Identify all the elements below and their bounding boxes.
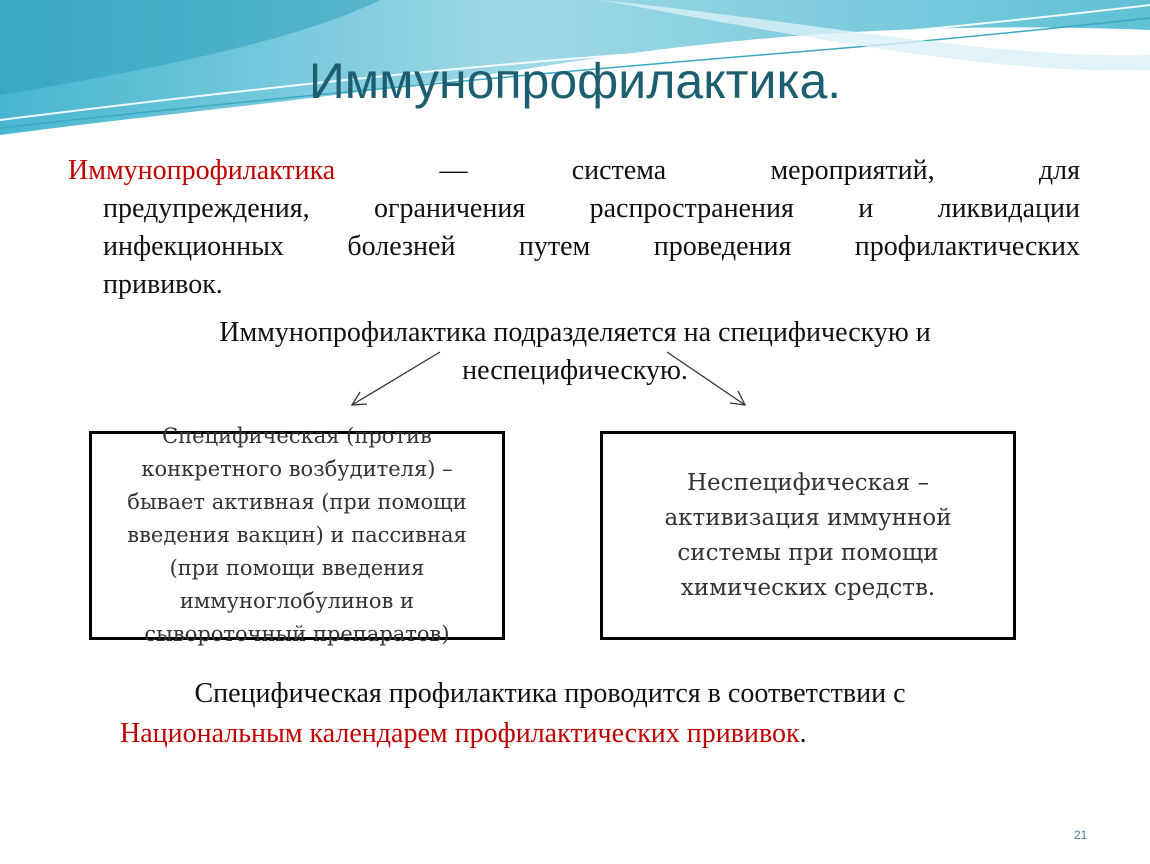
definition-line-2: предупреждения, ограничения распространения и ликвидации [103,193,1080,224]
calendar-period: . [799,718,807,749]
definition-first-line [68,152,1080,190]
definition-word-system: система [571,155,667,186]
definition-line-3: инфекционных болезней путем проведения профилактических [103,231,1080,262]
nonspecific-prophylaxis-box [600,431,1016,640]
calendar-line-2 [0,714,1100,754]
specific-box-line: бывает активная (при помощи [127,490,467,514]
specific-box-line: введения вакцин) и пассивная [127,523,467,547]
definition-line-4: прививок. [103,269,223,300]
slide-title: Иммунопрофилактика. [308,53,842,109]
classification-sentence [0,314,1150,390]
definition-term: Иммунопрофилактика [68,155,336,186]
arrow-left-head [352,392,367,405]
calendar-line-1: Специфическая профилактика проводится в соответствии с [194,678,906,709]
page-number: 21 [1074,828,1088,842]
classification-line-1: Иммунопрофилактика подразделяется на специфическую и [219,317,931,348]
definition-paragraph [68,152,1080,304]
definition-word-for: для [1038,155,1080,186]
specific-box-line: иммуноглобулинов и [179,589,415,613]
national-calendar-link[interactable]: Национальным календарем профилактических прививок [120,718,800,749]
nonspecific-box-text [664,466,951,606]
specific-box-line: (при помощи введения [169,556,425,580]
nonspecific-box-line: Неспецифическая – [686,469,930,496]
specific-box-line: сывороточный препаратов) [144,622,450,646]
specific-prophylaxis-box [89,424,505,646]
definition-word-measures: мероприятий, [770,155,935,186]
specific-box-text [127,420,466,651]
calendar-sentence [0,674,1100,754]
nonspecific-box-line: активизация иммунной [664,504,952,531]
nonspecific-box-line: химических средств. [680,574,936,601]
definition-dash: — [439,155,468,186]
nonspecific-box-line: системы при помощи [677,539,939,566]
arrow-right-head [730,391,745,405]
classification-line-2: неспецифическую. [462,355,688,386]
specific-box-line: конкретного возбудителя) – [141,457,453,481]
specific-box-line: Специфическая (против [162,424,432,448]
